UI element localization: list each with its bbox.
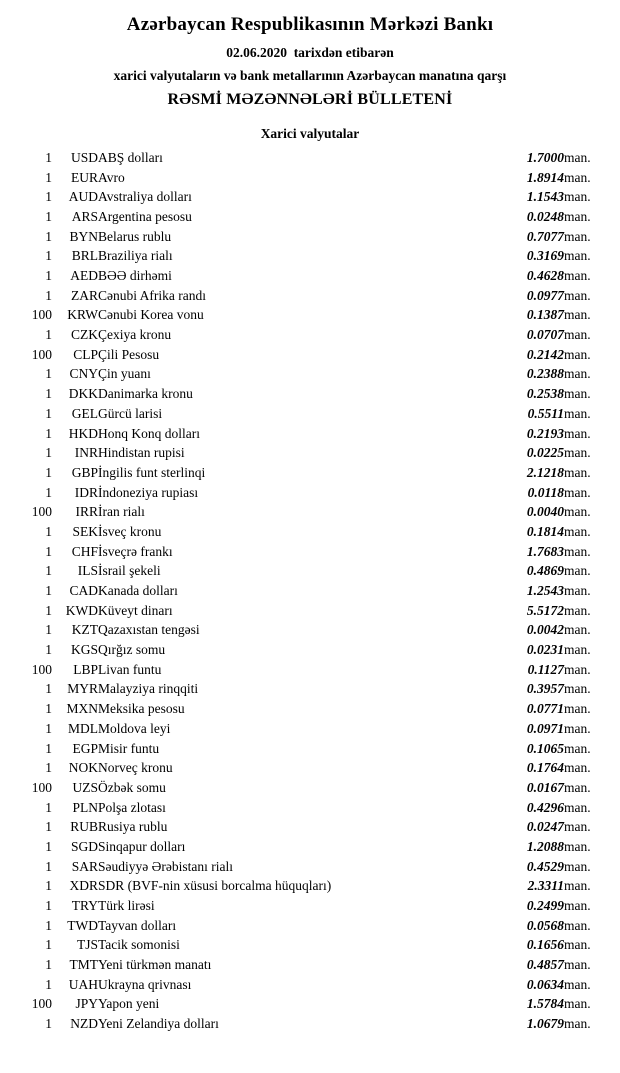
currency-units: 1 [45, 681, 52, 697]
rate-unit-label: man. [564, 543, 591, 559]
currency-rate: 0.3169 [526, 248, 564, 264]
currency-units: 1 [45, 386, 52, 402]
currency-units: 1 [45, 720, 52, 736]
currency-units: 100 [31, 996, 52, 1012]
table-row [10, 955, 610, 975]
document-subtitle: xarici valyutaların və bank metallarının Azərbaycan manatına qarşı [113, 67, 507, 83]
currency-units: 1 [45, 405, 52, 421]
currency-code: KZT [71, 622, 98, 638]
table-row [10, 896, 610, 916]
rate-unit-label: man. [564, 602, 591, 618]
currency-rate: 0.0167 [526, 779, 564, 795]
currency-code: ARS [71, 208, 98, 224]
bulletin-title: RƏSMİ MƏZƏNNƏLƏRİ BÜLLETENİ [167, 90, 453, 108]
currency-name: Misir funtu [98, 740, 160, 756]
table-row [10, 660, 610, 680]
table-row [10, 542, 610, 562]
rate-unit-label: man. [564, 268, 591, 284]
rate-unit-label: man. [564, 346, 591, 362]
rate-unit-label: man. [564, 386, 591, 402]
rate-unit-label: man. [564, 307, 591, 323]
currency-rates-body [10, 148, 610, 1034]
currency-name: Yeni türkmən manatı [98, 957, 212, 973]
currency-name: Küveyt dinarı [98, 602, 173, 618]
currency-units: 1 [45, 583, 52, 599]
currency-units: 1 [45, 937, 52, 953]
rate-unit-label: man. [564, 838, 591, 854]
currency-name: İran rialı [98, 504, 145, 520]
currency-units: 100 [31, 661, 52, 677]
currency-name: Cənubi Afrika randı [98, 287, 206, 303]
rate-unit-label: man. [564, 661, 591, 677]
table-row [10, 876, 610, 896]
currency-code: CHF [71, 543, 98, 559]
rate-unit-label: man. [564, 799, 591, 815]
currency-name: Tayvan dolları [98, 917, 177, 933]
currency-rate: 0.2142 [526, 346, 564, 362]
rate-unit-label: man. [564, 484, 591, 500]
currency-units: 1 [45, 445, 52, 461]
currency-units: 1 [45, 838, 52, 854]
currency-name: İsveç kronu [98, 523, 162, 539]
currency-code: MYR [67, 681, 98, 697]
rate-unit-label: man. [564, 957, 591, 973]
currency-code: MDL [68, 720, 98, 736]
currency-code: ZAR [71, 287, 98, 303]
table-row [10, 246, 610, 266]
currency-name: Səudiyyə Ərəbistanı rialı [98, 858, 233, 874]
currency-code: RUB [70, 819, 98, 835]
currency-name: SDR (BVF-nin xüsusi borcalma hüquqları) [98, 878, 332, 894]
table-row [10, 384, 610, 404]
currency-code: NZD [70, 1016, 98, 1032]
currency-name: Rusiya rublu [98, 819, 168, 835]
document-header [0, 14, 620, 109]
currency-rate: 5.5172 [526, 602, 564, 618]
currency-name: Hindistan rupisi [98, 445, 185, 461]
currency-name: Malayziya rinqqiti [98, 681, 199, 697]
currency-rate: 0.2388 [526, 366, 564, 382]
currency-rate: 1.2543 [526, 583, 564, 599]
rate-unit-label: man. [564, 976, 591, 992]
currency-units: 100 [31, 779, 52, 795]
currency-rate: 0.0118 [527, 484, 564, 500]
currency-units: 1 [45, 287, 52, 303]
rate-unit-label: man. [564, 779, 591, 795]
currency-name: Ukrayna qrivnası [98, 976, 192, 992]
table-row [10, 797, 610, 817]
effective-date-line [0, 45, 620, 61]
currency-rate: 0.0247 [526, 819, 564, 835]
currency-name: Kanada dolları [98, 583, 178, 599]
rate-unit-label: man. [564, 878, 591, 894]
table-row [10, 423, 610, 443]
currency-units: 1 [45, 327, 52, 343]
currency-rate: 0.1065 [526, 740, 564, 756]
rate-unit-label: man. [564, 681, 591, 697]
currency-units: 1 [45, 819, 52, 835]
rate-unit-label: man. [564, 583, 591, 599]
currency-name: Qazaxıstan tengəsi [98, 622, 200, 638]
currency-units: 1 [45, 523, 52, 539]
currency-code: EUR [71, 169, 98, 185]
rate-unit-label: man. [564, 720, 591, 736]
rate-unit-label: man. [564, 917, 591, 933]
rate-unit-label: man. [564, 701, 591, 717]
currency-rate: 0.0231 [526, 642, 564, 658]
currency-rate: 0.0971 [526, 720, 564, 736]
currency-rates-table [10, 148, 610, 1034]
currency-name: Sinqapur dolları [98, 838, 186, 854]
table-row [10, 502, 610, 522]
rate-unit-label: man. [564, 445, 591, 461]
currency-code: IRR [75, 504, 98, 520]
currency-name: Danimarka kronu [98, 386, 193, 402]
currency-rate: 0.0707 [526, 327, 564, 343]
currency-units: 1 [45, 799, 52, 815]
currency-code: SGD [70, 838, 98, 854]
effective-date: 02.06.2020 [226, 44, 287, 60]
currency-name: BƏƏ dirhəmi [98, 268, 172, 284]
rate-unit-label: man. [564, 937, 591, 953]
currency-code: HKD [68, 425, 98, 441]
currency-code: TJS [76, 937, 98, 953]
rate-unit-label: man. [564, 149, 591, 165]
table-row [10, 286, 610, 306]
currency-code: USD [70, 149, 98, 165]
currency-code: CLP [73, 346, 98, 362]
currency-units: 1 [45, 878, 52, 894]
rate-unit-label: man. [564, 858, 591, 874]
currency-units: 1 [45, 563, 52, 579]
currency-units: 1 [45, 760, 52, 776]
currency-rate: 0.0042 [526, 622, 564, 638]
currency-units: 100 [31, 307, 52, 323]
currency-units: 1 [45, 484, 52, 500]
currency-code: GBP [71, 464, 98, 480]
table-row [10, 857, 610, 877]
table-row [10, 581, 610, 601]
rate-unit-label: man. [564, 425, 591, 441]
rate-unit-label: man. [564, 169, 591, 185]
table-row [10, 1014, 610, 1034]
rate-unit-label: man. [564, 327, 591, 343]
rate-unit-label: man. [564, 622, 591, 638]
currency-code: KWD [65, 602, 98, 618]
currency-code: UZS [72, 779, 98, 795]
currency-code: TRY [71, 898, 98, 914]
table-row [10, 699, 610, 719]
currency-name: Çin yuanı [98, 366, 151, 382]
table-row [10, 266, 610, 286]
currency-rate: 1.8914 [526, 169, 564, 185]
currency-code: UAH [68, 976, 98, 992]
rate-unit-label: man. [564, 563, 591, 579]
currency-units: 1 [45, 898, 52, 914]
rate-unit-label: man. [564, 208, 591, 224]
currency-name: İndoneziya rupiası [98, 484, 199, 500]
table-row [10, 994, 610, 1014]
currency-rate: 1.0679 [526, 1016, 564, 1032]
currency-name: Meksika pesosu [98, 701, 185, 717]
table-row [10, 601, 610, 621]
currency-rate: 0.1656 [526, 937, 564, 953]
currency-code: IDR [74, 484, 98, 500]
currency-rate: 0.0225 [526, 445, 564, 461]
table-row [10, 404, 610, 424]
currency-rate: 0.1127 [527, 661, 564, 677]
rate-unit-label: man. [564, 248, 591, 264]
currency-rate: 1.1543 [526, 189, 564, 205]
section-title: Xarici valyutalar [260, 125, 360, 141]
table-row [10, 975, 610, 995]
currency-rate: 0.0568 [526, 917, 564, 933]
currency-rate: 0.1387 [526, 307, 564, 323]
currency-code: XDR [69, 878, 98, 894]
table-row [10, 817, 610, 837]
currency-code: SEK [72, 523, 98, 539]
currency-units: 1 [45, 543, 52, 559]
currency-rate: 1.2088 [526, 838, 564, 854]
currency-units: 1 [45, 169, 52, 185]
currency-code: KGS [70, 642, 98, 658]
table-row [10, 561, 610, 581]
currency-units: 1 [45, 957, 52, 973]
currency-name: Belarus rublu [98, 228, 172, 244]
bank-title: Azərbaycan Respublikasının Mərkəzi Bankı [126, 14, 494, 35]
currency-code: JPY [75, 996, 98, 1012]
table-row [10, 207, 610, 227]
rate-unit-label: man. [564, 228, 591, 244]
currency-code: TMT [69, 957, 98, 973]
currency-units: 100 [31, 346, 52, 362]
currency-rate: 0.4628 [526, 268, 564, 284]
rate-unit-label: man. [564, 642, 591, 658]
currency-rate: 0.0634 [526, 976, 564, 992]
currency-rate: 2.1218 [526, 464, 564, 480]
table-row [10, 738, 610, 758]
currency-name: Qırğız somu [98, 642, 166, 658]
currency-code: LBP [73, 661, 98, 677]
currency-code: EGP [72, 740, 98, 756]
table-row [10, 364, 610, 384]
table-row [10, 345, 610, 365]
currency-rate: 0.2193 [526, 425, 564, 441]
currency-name: Yeni Zelandiya dolları [98, 1016, 219, 1032]
currency-units: 1 [45, 740, 52, 756]
currency-name: Özbək somu [98, 779, 166, 795]
currency-code: PLN [72, 799, 98, 815]
table-row [10, 719, 610, 739]
table-row [10, 620, 610, 640]
currency-code: DKK [68, 386, 98, 402]
table-row [10, 837, 610, 857]
effective-date-suffix: tarixdən etibarən [293, 44, 394, 60]
currency-name: Avro [98, 169, 125, 185]
currency-units: 1 [45, 1016, 52, 1032]
table-row [10, 187, 610, 207]
table-row [10, 148, 610, 168]
currency-rate: 0.0040 [526, 504, 564, 520]
currency-code: BYN [69, 228, 98, 244]
table-row [10, 482, 610, 502]
currency-rate: 0.4296 [526, 799, 564, 815]
currency-units: 1 [45, 622, 52, 638]
rate-unit-label: man. [564, 405, 591, 421]
currency-units: 1 [45, 149, 52, 165]
currency-code: CNY [69, 366, 98, 382]
table-row [10, 325, 610, 345]
currency-units: 1 [45, 228, 52, 244]
rate-unit-label: man. [564, 189, 591, 205]
table-row [10, 916, 610, 936]
currency-name: Norveç kronu [98, 760, 173, 776]
currency-units: 100 [31, 504, 52, 520]
rate-unit-label: man. [564, 504, 591, 520]
currency-rate: 0.4857 [526, 957, 564, 973]
currency-name: Türk lirəsi [98, 898, 155, 914]
currency-units: 1 [45, 366, 52, 382]
currency-rate: 0.7077 [526, 228, 564, 244]
table-row [10, 227, 610, 247]
currency-rate: 0.0977 [526, 287, 564, 303]
currency-name: Braziliya rialı [98, 248, 173, 264]
currency-code: NOK [68, 760, 98, 776]
currency-code: MXN [66, 701, 98, 717]
currency-code: ILS [77, 563, 98, 579]
currency-units: 1 [45, 189, 52, 205]
currency-rate: 0.4869 [526, 563, 564, 579]
currency-name: Livan funtu [98, 661, 162, 677]
currency-name: İsrail şekeli [98, 563, 161, 579]
currency-units: 1 [45, 208, 52, 224]
currency-units: 1 [45, 425, 52, 441]
table-row [10, 167, 610, 187]
table-row [10, 758, 610, 778]
table-row [10, 305, 610, 325]
rate-unit-label: man. [564, 996, 591, 1012]
currency-name: Yapon yeni [98, 996, 160, 1012]
currency-units: 1 [45, 248, 52, 264]
currency-name: Moldova leyi [98, 720, 171, 736]
currency-name: Avstraliya dolları [98, 189, 192, 205]
currency-name: ABŞ dolları [98, 149, 163, 165]
currency-rate: 0.0771 [526, 701, 564, 717]
currency-rate: 0.5511 [527, 405, 564, 421]
currency-units: 1 [45, 602, 52, 618]
table-row [10, 935, 610, 955]
currency-rate: 1.5784 [526, 996, 564, 1012]
currency-code: SAR [71, 858, 98, 874]
currency-name: Argentina pesosu [98, 208, 192, 224]
currency-code: TWD [67, 917, 98, 933]
rate-unit-label: man. [564, 740, 591, 756]
currency-code: INR [74, 445, 98, 461]
currency-units: 1 [45, 917, 52, 933]
rate-unit-label: man. [564, 287, 591, 303]
currency-rate: 0.1814 [526, 523, 564, 539]
table-row [10, 640, 610, 660]
rate-unit-label: man. [564, 1016, 591, 1032]
currency-units: 1 [45, 858, 52, 874]
currency-rate: 1.7000 [526, 149, 564, 165]
table-row [10, 443, 610, 463]
currency-rate: 2.3311 [527, 878, 564, 894]
currency-code: AED [70, 268, 98, 284]
currency-rate: 0.3957 [526, 681, 564, 697]
table-row [10, 679, 610, 699]
currency-code: AUD [68, 189, 98, 205]
currency-rate: 0.0248 [526, 208, 564, 224]
currency-code: CZK [71, 327, 98, 343]
currency-name: Honq Konq dolları [98, 425, 200, 441]
rate-unit-label: man. [564, 898, 591, 914]
rate-unit-label: man. [564, 366, 591, 382]
table-row [10, 778, 610, 798]
currency-code: CAD [69, 583, 98, 599]
currency-name: Cənubi Korea vonu [98, 307, 204, 323]
currency-units: 1 [45, 642, 52, 658]
currency-rate: 0.1764 [526, 760, 564, 776]
currency-name: Çexiya kronu [98, 327, 172, 343]
rate-unit-label: man. [564, 819, 591, 835]
currency-name: Çili Pesosu [98, 346, 160, 362]
rate-unit-label: man. [564, 464, 591, 480]
currency-code: KRW [67, 307, 98, 323]
currency-units: 1 [45, 701, 52, 717]
currency-rate: 0.2499 [526, 898, 564, 914]
currency-rate: 1.7683 [526, 543, 564, 559]
currency-units: 1 [45, 268, 52, 284]
rate-unit-label: man. [564, 760, 591, 776]
currency-name: Polşa zlotası [98, 799, 166, 815]
currency-units: 1 [45, 976, 52, 992]
currency-code: GEL [71, 405, 98, 421]
rate-unit-label: man. [564, 523, 591, 539]
table-row [10, 522, 610, 542]
currency-units: 1 [45, 464, 52, 480]
currency-name: Gürcü larisi [98, 405, 163, 421]
currency-name: İsveçrə frankı [98, 543, 173, 559]
currency-rate: 0.2538 [526, 386, 564, 402]
table-row [10, 463, 610, 483]
currency-name: Tacik somonisi [98, 937, 180, 953]
currency-code: BRL [71, 248, 98, 264]
currency-name: İngilis funt sterlinqi [98, 464, 206, 480]
currency-rate: 0.4529 [526, 858, 564, 874]
